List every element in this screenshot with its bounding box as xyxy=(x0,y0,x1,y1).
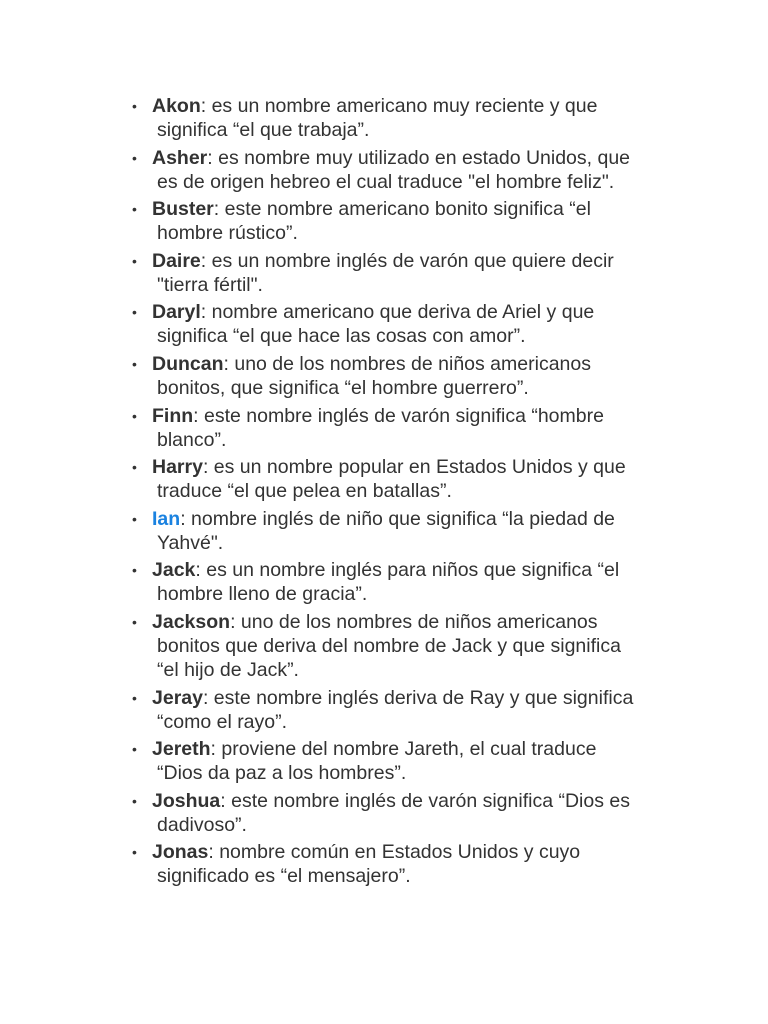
list-item xyxy=(0,686,768,734)
bullet-icon: • xyxy=(132,355,137,372)
entry-description-cont: dadivoso”. xyxy=(157,813,247,836)
entry-description-cont: Yahvé". xyxy=(157,531,224,554)
entry-description-cont: “Dios da paz a los hombres”. xyxy=(157,762,407,785)
bullet-icon: • xyxy=(132,792,137,809)
bullet-icon: • xyxy=(132,98,137,114)
entry-name: Daryl xyxy=(152,301,201,324)
entry-name: Asher xyxy=(152,146,208,169)
entry-description: : es nombre muy utilizado en estado Unidos, que xyxy=(207,146,631,169)
list-item xyxy=(0,737,768,785)
entry-description-cont: es de origen hebreo el cual traduce "el hombre feliz". xyxy=(157,170,615,193)
names-list xyxy=(0,94,768,888)
entry-description: : uno de los nombres de niños americanos xyxy=(223,352,591,375)
entry-description: : este nombre americano bonito significa “el xyxy=(213,198,591,221)
entry-description: : es un nombre inglés para niños que significa “el xyxy=(195,559,620,582)
entry-name: Finn xyxy=(152,404,194,427)
list-item xyxy=(0,249,768,297)
entry-description: : proviene del nombre Jareth, el cual traduce xyxy=(210,738,597,761)
entry-description: : es un nombre inglés de varón que quiere decir xyxy=(200,249,614,272)
list-item xyxy=(0,558,768,606)
entry-description-cont: traduce “el que pelea en batallas”. xyxy=(157,480,452,503)
entry-name: Jack xyxy=(152,559,196,582)
bullet-icon: • xyxy=(132,252,137,269)
list-item xyxy=(0,455,768,503)
bullet-icon: • xyxy=(132,613,137,630)
entry-description-cont: “el hijo de Jack”. xyxy=(157,658,299,681)
bullet-icon: • xyxy=(132,510,137,527)
list-item xyxy=(0,146,768,194)
entry-description-cont: significado es “el mensajero”. xyxy=(157,865,411,888)
entry-description: : este nombre inglés de varón significa “hombre xyxy=(193,404,604,427)
list-item xyxy=(0,197,768,245)
entry-description-cont: "tierra fértil". xyxy=(157,273,263,296)
entry-description: : uno de los nombres de niños americanos xyxy=(230,610,598,633)
bullet-icon: • xyxy=(132,304,137,321)
list-item xyxy=(0,789,768,837)
entry-name: Akon xyxy=(152,95,201,117)
bullet-icon: • xyxy=(132,459,137,476)
entry-name: Daire xyxy=(152,249,201,272)
bullet-icon: • xyxy=(132,407,137,424)
bullet-icon: • xyxy=(132,149,137,166)
list-item xyxy=(0,404,768,452)
entry-description: : es un nombre popular en Estados Unidos y que xyxy=(202,456,626,479)
bullet-icon: • xyxy=(132,844,137,861)
list-item xyxy=(0,300,768,348)
entry-description-cont: significa “el que trabaja”. xyxy=(157,119,370,141)
entry-description-cont: blanco”. xyxy=(157,428,227,451)
list-item xyxy=(0,507,768,555)
entry-name: Buster xyxy=(152,198,214,221)
bullet-icon: • xyxy=(132,562,137,579)
document-body xyxy=(0,94,768,892)
bullet-icon: • xyxy=(132,201,137,218)
entry-description: : nombre inglés de niño que significa “la piedad de xyxy=(180,507,615,530)
list-item xyxy=(0,94,768,142)
entry-name: Duncan xyxy=(152,352,224,375)
entry-name: Joshua xyxy=(152,789,221,812)
entry-description: : nombre americano que deriva de Ariel y que xyxy=(200,301,595,324)
entry-name: Harry xyxy=(152,456,203,479)
entry-description-cont: “como el rayo”. xyxy=(157,710,288,733)
entry-name: Jonas xyxy=(152,841,209,864)
entry-name: Jeray xyxy=(152,686,203,709)
entry-description: : este nombre inglés deriva de Ray y que significa xyxy=(202,686,634,709)
bullet-icon: • xyxy=(132,689,137,706)
entry-description-cont: bonitos que deriva del nombre de Jack y que significa xyxy=(157,634,621,657)
entry-description: : es un nombre americano muy reciente y que xyxy=(200,95,598,117)
bullet-icon: • xyxy=(132,741,137,758)
entry-name-link[interactable]: Ian xyxy=(152,507,181,530)
entry-name: Jereth xyxy=(152,738,211,761)
list-item xyxy=(0,352,768,400)
entry-description-cont: hombre lleno de gracia”. xyxy=(157,583,368,606)
entry-description: : este nombre inglés de varón significa “Dios es xyxy=(220,789,630,812)
list-item xyxy=(0,840,768,888)
list-item xyxy=(0,610,768,682)
entry-name: Jackson xyxy=(152,610,231,633)
entry-description-cont: significa “el que hace las cosas con amor”. xyxy=(157,325,526,348)
entry-description-cont: hombre rústico”. xyxy=(157,222,298,245)
entry-description: : nombre común en Estados Unidos y cuyo xyxy=(208,841,581,864)
entry-description-cont: bonitos, que significa “el hombre guerrero”. xyxy=(157,376,529,399)
